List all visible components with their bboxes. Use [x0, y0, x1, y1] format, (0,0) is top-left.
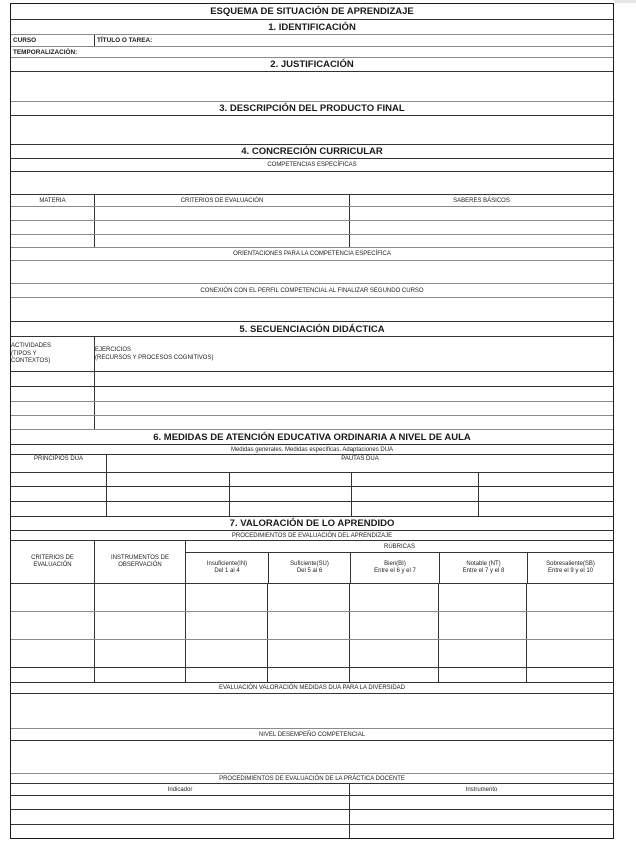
ejercicios-header	[94, 337, 613, 371]
conexion-label: CONEXIÓN CON EL PERFIL COMPETENCIAL AL FINALIZAR SEGUNDO CURSO	[200, 287, 424, 294]
producto-final-field	[11, 115, 613, 144]
titulo-label[interactable]: TÍTULO O TAREA:	[94, 35, 613, 46]
section-2-header	[11, 57, 613, 71]
practica-docente-row-item	[11, 795, 613, 809]
section-5-header	[11, 321, 613, 336]
materia-header: MATERIA	[39, 197, 66, 204]
criterios-line: EVALUACIÓN	[33, 562, 72, 568]
secuenciacion-row	[11, 371, 613, 386]
principio-cell[interactable]	[11, 487, 106, 501]
section-1-header	[11, 19, 613, 34]
rubric-cell[interactable]	[349, 668, 438, 682]
actividad-cell[interactable]	[11, 402, 94, 415]
rubric-row	[11, 639, 613, 667]
instrumento-header: Instrumento	[349, 784, 613, 795]
conexion-input[interactable]	[11, 298, 613, 321]
actividad-cell[interactable]	[11, 372, 94, 386]
pauta-cell[interactable]	[106, 487, 229, 501]
rubric-cell[interactable]	[185, 640, 267, 667]
practica-docente-row	[11, 773, 613, 783]
pauta-cell[interactable]	[351, 473, 478, 486]
rubricas-label: RÚBRICAS	[186, 541, 613, 553]
section-6-heading: 6. MEDIDAS DE ATENCIÓN EDUCATIVA ORDINARIA A NIVEL DE AULA	[153, 431, 471, 443]
principio-cell[interactable]	[11, 502, 106, 516]
pauta-cell[interactable]	[351, 487, 478, 501]
window-edge-strip	[614, 0, 636, 3]
ejercicios-line: EJERCICIOS	[95, 347, 132, 353]
criterio-cell[interactable]	[11, 668, 94, 682]
evaluacion-dua-row	[11, 682, 613, 693]
section-6-header	[11, 429, 613, 444]
medidas-label: Medidas generales. Medidas específicas. Adaptaciones DUA	[230, 446, 394, 453]
pauta-cell[interactable]	[478, 473, 613, 486]
secuenciacion-row	[11, 415, 613, 429]
ejercicio-cell[interactable]	[94, 387, 613, 401]
pauta-cell[interactable]	[478, 502, 613, 516]
competencias-input[interactable]	[11, 172, 613, 194]
rubricas-header	[11, 540, 613, 583]
materia-cell[interactable]	[11, 221, 94, 234]
materia-cell[interactable]	[11, 235, 94, 247]
dua-header	[11, 454, 613, 472]
section-4-header	[11, 144, 613, 158]
rubric-cell[interactable]	[438, 640, 526, 667]
rubric-cell[interactable]	[438, 612, 526, 639]
ejercicios-line: (RECURSOS Y PROCESOS COGNITIVOS)	[95, 354, 214, 361]
orientaciones-row	[11, 247, 613, 260]
nivel-input[interactable]	[11, 741, 613, 773]
orientaciones-field	[11, 260, 613, 283]
practica-docente-row-item	[11, 824, 613, 838]
level-range: Del 5 al 6	[296, 568, 323, 574]
justificacion-field	[11, 71, 613, 101]
orientaciones-input[interactable]	[11, 261, 613, 283]
rubric-cell[interactable]	[267, 640, 349, 667]
producto-final-input[interactable]	[11, 116, 613, 144]
actividades-line: ACTIVIDADES	[11, 343, 52, 350]
orientaciones-label: ORIENTACIONES PARA LA COMPETENCIA ESPECÍFICA	[233, 251, 391, 257]
level-notable	[439, 553, 527, 583]
level-range: Entre el 6 y el 7	[374, 568, 416, 574]
curricular-table-row	[11, 206, 613, 220]
level-name: Sobresaliente(SB)	[546, 560, 595, 567]
pauta-cell[interactable]	[229, 502, 351, 516]
indicador-header: Indicador	[167, 786, 193, 793]
rubric-cell[interactable]	[267, 612, 349, 639]
secuenciacion-row	[11, 401, 613, 415]
evaluacion-dua-input[interactable]	[11, 694, 613, 728]
indicador-cell[interactable]	[11, 825, 349, 838]
level-range: Del 1 al 4	[214, 568, 240, 574]
level-range: Entre el 7 y el 8	[462, 568, 505, 574]
curricular-table-header	[11, 194, 613, 206]
ejercicio-cell[interactable]	[94, 402, 613, 415]
temporalizacion-row	[11, 46, 613, 57]
rubric-cell[interactable]	[526, 612, 613, 639]
nivel-row	[11, 728, 613, 740]
indicador-cell[interactable]	[11, 796, 349, 809]
level-range: Entre el 9 y el 10	[547, 568, 594, 574]
curricular-table-row	[11, 234, 613, 247]
rubric-cell[interactable]	[349, 612, 438, 639]
learning-situation-form	[10, 3, 614, 839]
section-7-header	[11, 516, 613, 530]
rubric-cell[interactable]	[526, 668, 613, 682]
evaluacion-dua-label: EVALUACIÓN VALORACIÓN MEDIDAS DUA PARA LA DIVERSIDAD	[218, 685, 406, 691]
level-name: Bien(BI)	[384, 560, 406, 567]
rubric-cell[interactable]	[185, 668, 267, 682]
instrumento-cell[interactable]	[94, 640, 185, 667]
criterios-header: CRITERIOS DE EVALUACIÓN	[94, 195, 349, 206]
saberes-cell[interactable]	[349, 207, 613, 220]
criterios-cell[interactable]	[94, 221, 349, 234]
instrumentos-line: INSTRUMENTOS DE	[111, 554, 169, 561]
level-insuficiente	[186, 553, 268, 583]
pauta-cell[interactable]	[229, 487, 351, 501]
section-4-heading: 4. CONCRECIÓN CURRICULAR	[241, 146, 383, 157]
rubric-cell[interactable]	[267, 668, 349, 682]
criterio-cell[interactable]	[11, 584, 94, 611]
practica-docente-label: PROCEDIMIENTOS DE EVALUACIÓN DE LA PRÁCTICA DOCENTE	[219, 775, 405, 782]
dua-row	[11, 501, 613, 516]
criterios-cell[interactable]	[94, 207, 349, 220]
section-2-heading: 2. JUSTIFICACIÓN	[270, 59, 354, 70]
ejercicio-cell[interactable]	[94, 416, 613, 429]
section-3-header	[11, 101, 613, 115]
level-name: Insuficiente(IN)	[206, 560, 248, 567]
level-suficiente	[268, 553, 350, 583]
conexion-field	[11, 297, 613, 321]
rubricas-group	[185, 541, 613, 583]
section-5-heading: 5. SECUENCIACIÓN DIDÁCTICA	[239, 323, 385, 335]
pauta-cell[interactable]	[478, 487, 613, 501]
rubric-cell[interactable]	[267, 584, 349, 611]
instrumentos-header	[94, 541, 185, 583]
procedimientos-label: PROCEDIMIENTOS DE EVALUACIÓN DEL APRENDIZAJE	[231, 532, 393, 539]
actividad-cell[interactable]	[11, 387, 94, 401]
form-title: ESQUEMA DE SITUACIÓN DE APRENDIZAJE	[210, 6, 414, 17]
actividades-line: (TIPOS Y	[11, 350, 37, 357]
criterio-cell[interactable]	[11, 612, 94, 639]
rubric-row	[11, 667, 613, 682]
criterios-evaluacion-header	[11, 541, 94, 583]
criterios-line: CRITERIOS DE	[31, 554, 74, 561]
level-bien	[350, 553, 439, 583]
dua-row	[11, 472, 613, 486]
saberes-cell[interactable]	[349, 221, 613, 234]
instrumentos-line: OBSERVACIÓN	[118, 562, 162, 568]
section-3-heading: 3. DESCRIPCIÓN DEL PRODUCTO FINAL	[219, 103, 405, 114]
rubric-row	[11, 583, 613, 611]
competencias-field	[11, 171, 613, 194]
pauta-cell[interactable]	[351, 502, 478, 516]
curso-label[interactable]: CURSO	[13, 37, 37, 44]
level-name: Suficiente(SU)	[290, 560, 329, 567]
pauta-cell[interactable]	[229, 473, 351, 486]
rubric-cell[interactable]	[185, 584, 267, 611]
procedimientos-row	[11, 530, 613, 540]
medidas-row	[11, 444, 613, 454]
actividades-header	[11, 337, 94, 371]
instrumento-cell[interactable]	[94, 612, 185, 639]
section-7-heading: 7. VALORACIÓN DE LO APRENDIDO	[229, 518, 395, 529]
nivel-field	[11, 740, 613, 773]
instrumento-cell[interactable]	[349, 796, 613, 809]
instrumento-cell[interactable]	[349, 825, 613, 838]
level-sobresaliente	[527, 553, 613, 583]
curricular-table-row	[11, 220, 613, 234]
pauta-cell[interactable]	[106, 502, 229, 516]
rubric-levels	[186, 553, 613, 583]
criterio-cell[interactable]	[11, 640, 94, 667]
materia-cell[interactable]	[11, 207, 94, 220]
form-title-row	[11, 4, 613, 19]
dua-row	[11, 486, 613, 501]
saberes-header: SABERES BÁSICOS	[349, 195, 613, 206]
rubric-cell[interactable]	[526, 640, 613, 667]
rubric-row	[11, 611, 613, 639]
temporalizacion-label[interactable]: TEMPORALIZACIÓN:	[13, 48, 78, 56]
rubric-cell[interactable]	[349, 584, 438, 611]
conexion-row	[11, 283, 613, 297]
pautas-header: PAUTAS DUA	[106, 455, 613, 472]
ejercicio-cell[interactable]	[94, 372, 613, 386]
saberes-cell[interactable]	[349, 235, 613, 247]
criterios-cell[interactable]	[94, 235, 349, 247]
instrumento-cell[interactable]	[94, 668, 185, 682]
curso-row	[11, 34, 613, 46]
section-1-heading: 1. IDENTIFICACIÓN	[268, 21, 356, 33]
competencias-label: COMPETENCIAS ESPECÍFICAS	[267, 162, 357, 168]
rubric-cell[interactable]	[526, 584, 613, 611]
competencias-row	[11, 158, 613, 171]
principios-header: PRINCIPIOS DUA	[33, 456, 83, 462]
pauta-cell[interactable]	[106, 473, 229, 486]
principio-cell[interactable]	[11, 473, 106, 486]
actividad-cell[interactable]	[11, 416, 94, 429]
justificacion-input[interactable]	[11, 72, 613, 101]
evaluacion-dua-field	[11, 693, 613, 728]
nivel-label: NIVEL DESEMPEÑO COMPETENCIAL	[258, 731, 366, 738]
level-name: Notable (NT)	[466, 560, 501, 567]
rubric-cell[interactable]	[438, 584, 526, 611]
secuenciacion-header	[11, 336, 613, 371]
actividades-line: CONTEXTOS)	[11, 358, 51, 365]
rubric-cell[interactable]	[438, 668, 526, 682]
rubric-cell[interactable]	[185, 612, 267, 639]
rubric-cell[interactable]	[349, 640, 438, 667]
practica-docente-row-item	[11, 809, 613, 824]
indicador-cell[interactable]	[11, 810, 349, 824]
secuenciacion-row	[11, 386, 613, 401]
instrumento-cell[interactable]	[349, 810, 613, 824]
instrumento-cell[interactable]	[94, 584, 185, 611]
practica-docente-header	[11, 783, 613, 795]
